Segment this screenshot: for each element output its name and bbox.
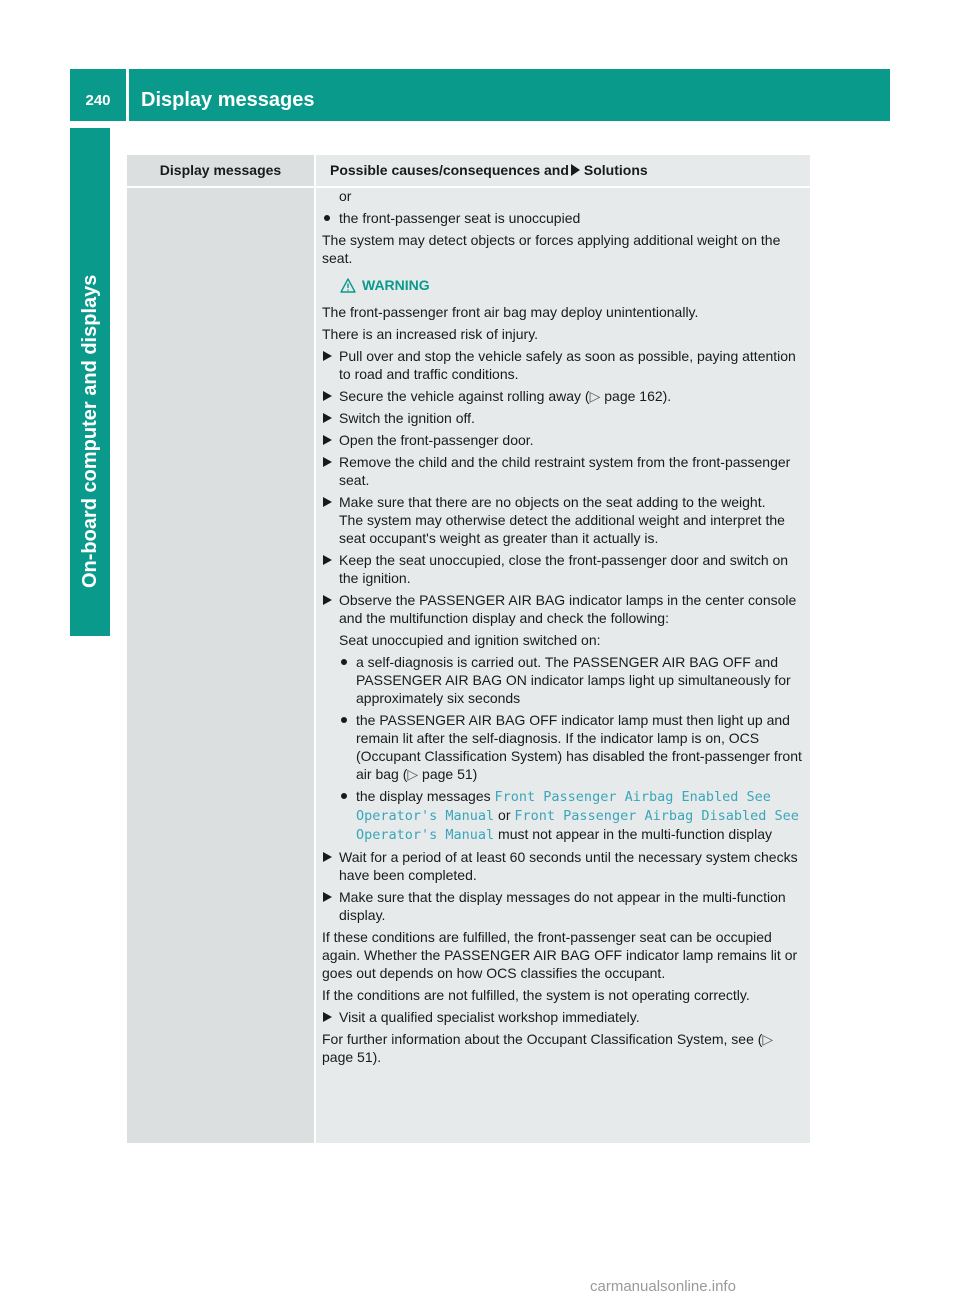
step-item: Remove the child and the child restraint system from the front-passenger seat. <box>322 453 806 489</box>
column-header-display-messages: Display messages <box>159 162 282 178</box>
step-arrow-icon <box>323 391 332 401</box>
list-item: the front-passenger seat is unoccupied <box>322 209 806 227</box>
list-item: the PASSENGER AIR BAG OFF indicator lamp must then light up and remain lit after the self-diagnosis. If the indicator lamp is on, OCS (Occupant Classification System) has disabled the front-passenger front air bag (▷ page 51) <box>339 711 806 783</box>
step-item: Make sure that there are no objects on the seat adding to the weight. The system may otherwise detect the additional weight and interpret the seat occupant's weight as greater than it actually is. <box>322 493 806 547</box>
arrow-right-icon <box>571 164 580 176</box>
step-item: Open the front-passenger door. <box>322 431 806 449</box>
warning-label: WARNING <box>362 277 430 293</box>
step-arrow-icon <box>323 497 332 507</box>
step-arrow-icon <box>323 595 332 605</box>
step-arrow-icon <box>323 555 332 565</box>
column-header-causes-solutions <box>330 155 648 186</box>
step-arrow-icon <box>323 351 332 361</box>
page-number: 240 <box>85 92 111 109</box>
list-item: a self-diagnosis is carried out. The PASSENGER AIR BAG OFF and PASSENGER AIR BAG ON indicator lamps light up simultaneously for approximately six seconds <box>339 653 806 707</box>
column-header-solutions-text: Solutions <box>583 162 648 178</box>
warning-heading <box>340 275 806 295</box>
or-text: or <box>339 188 352 204</box>
paragraph-not-fulfilled: If the conditions are not fulfilled, the system is not operating correctly. <box>322 987 750 1003</box>
step-item: Keep the seat unoccupied, close the front-passenger door and switch on the ignition. <box>322 551 806 587</box>
column-header-causes-text: Possible causes/consequences and <box>330 162 569 178</box>
table-left-column <box>127 155 314 1143</box>
page-title: Display messages <box>141 89 315 111</box>
step-arrow-icon <box>323 435 332 445</box>
step-item: Visit a qualified specialist workshop immediately. <box>322 1008 806 1026</box>
seat-unoccupied-text: Seat unoccupied and ignition switched on: <box>339 632 601 648</box>
page-ref-icon: ▷ <box>589 388 601 404</box>
step-item: Pull over and stop the vehicle safely as soon as possible, paying attention to road and traffic conditions. <box>322 347 806 383</box>
paragraph-further-info: For further information about the Occupant Classification System, see (▷ page 51). <box>322 1031 774 1065</box>
list-item: the display messages Front Passenger Airbag Enabled See Operator's Manual or Front Passenger Airbag Disabled See Operator's Manual must not appear in the multi-function display <box>339 787 806 844</box>
step-arrow-icon <box>323 457 332 467</box>
display-message-disabled: Front Passenger Airbag Disabled See Operator's Manual <box>356 808 799 843</box>
step-item: Switch the ignition off. <box>322 409 806 427</box>
page-ref-icon: ▷ <box>762 1031 774 1047</box>
step-arrow-icon <box>323 1012 332 1022</box>
solutions-content <box>322 187 806 1070</box>
watermark: carmanualsonline.info <box>590 1278 736 1295</box>
side-tab-label: On-board computer and displays <box>79 274 101 588</box>
step-arrow-icon <box>323 413 332 423</box>
page-ref-icon: ▷ <box>407 766 419 782</box>
step-item: Wait for a period of at least 60 seconds until the necessary system checks have been completed. <box>322 848 806 884</box>
paragraph-detect: The system may detect objects or forces applying additional weight on the seat. <box>322 232 781 266</box>
display-message-enabled: Front Passenger Airbag Enabled See Operator's Manual <box>356 789 771 824</box>
step-item: Make sure that the display messages do not appear in the multi-function display. <box>322 888 806 924</box>
step-arrow-icon <box>323 892 332 902</box>
warning-triangle-icon <box>340 278 356 293</box>
warning-text-2: There is an increased risk of injury. <box>322 326 539 342</box>
warning-text-1: The front-passenger front air bag may deploy unintentionally. <box>322 304 699 320</box>
paragraph-fulfilled: If these conditions are fulfilled, the front-passenger seat can be occupied again. Whether the PASSENGER AIR BAG OFF indicator lamp remains lit or goes out depends on how OCS classifies the occupant. <box>322 929 798 981</box>
step-item: Observe the PASSENGER AIR BAG indicator lamps in the center console and the multifunction display and check the following: <box>322 591 806 627</box>
header-divider <box>126 69 129 121</box>
step-arrow-icon <box>323 852 332 862</box>
step-item: Secure the vehicle against rolling away (▷ page 162). <box>322 387 806 405</box>
seat-unoccupied-block <box>339 631 806 844</box>
